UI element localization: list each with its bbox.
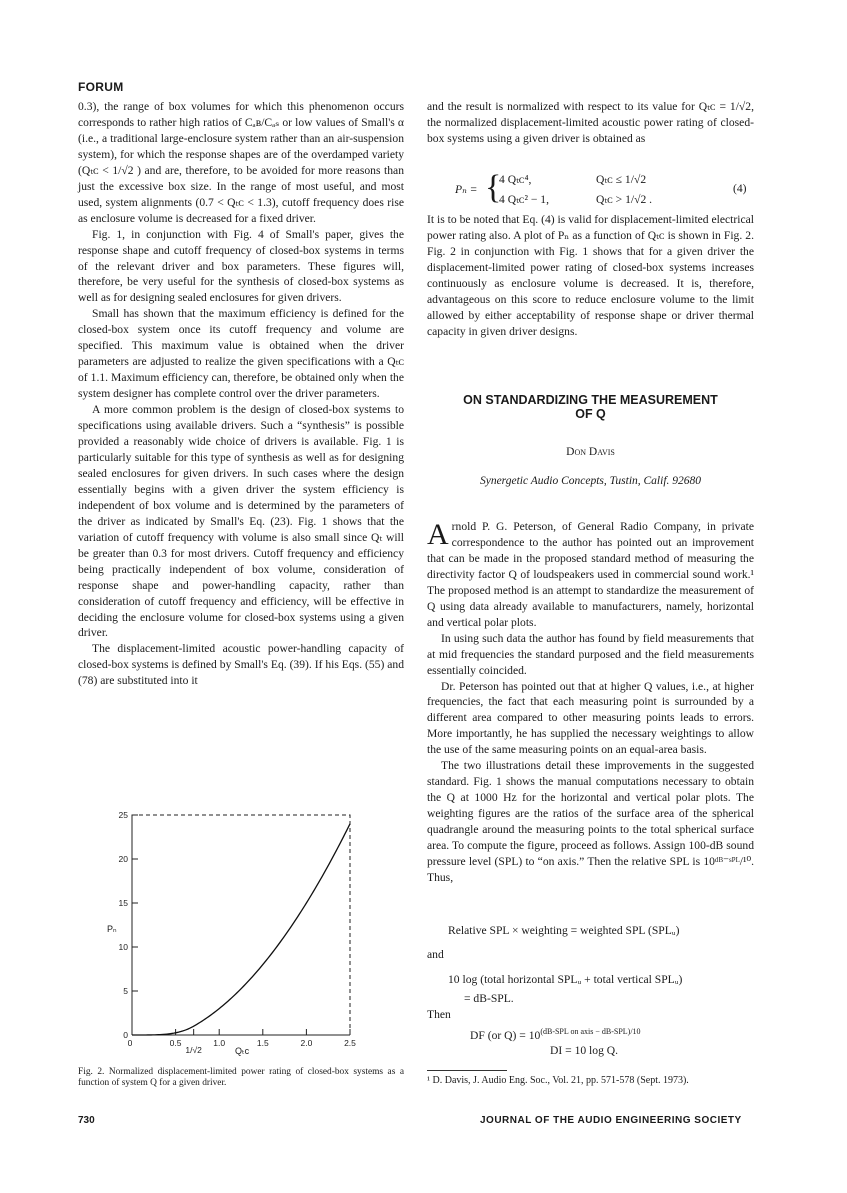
footnote-rule (427, 1070, 507, 1071)
x-axis-label: Qₜᴄ (235, 1046, 250, 1056)
article-title-line-1: ON STANDARDIZING THE MEASUREMENT (463, 393, 718, 407)
equation-cond-1: Qₜᴄ ≤ 1/√2 (596, 173, 647, 186)
page-number: 730 (78, 1115, 95, 1126)
equation-df-base: DF (or Q) = 10 (470, 1028, 541, 1042)
x-tick-label: 1.5 (256, 1038, 269, 1048)
paragraph: and the result is normalized with respect to its value for Qₜᴄ = 1/√2, the normalized displacement-limited acoustic power rating of closed-box systems using a given driver is obtained as (427, 100, 754, 145)
equation-number: (4) (733, 182, 747, 195)
article-title-line-2: OF Q (575, 407, 606, 421)
plot-axes (132, 815, 350, 1035)
text-and: and (427, 948, 444, 961)
y-axis-label: Pₙ (107, 924, 117, 934)
paragraph: 0.3), the range of box volumes for which this phenomenon occurs corresponds to rather high ratios of Cₐʙ/Cₐₛ or low values of Small's α (i.e., a traditional large-enclosure system rather than an air-suspension system), for which the response shapes are of the overdamped variety (Qₜᴄ < 1/√2 ) and are, therefore, to be avoided for more reasons than just the excessive box size. In the range of most useful, and most used, system alignments (0.7 < Qₜᴄ < 1.3), cutoff frequency does rise as enclosure volume is decreased for a fixed driver. (78, 100, 404, 225)
x-tick-label: 1.0 (213, 1038, 226, 1048)
right-column-top (427, 99, 754, 147)
paragraph: A more common problem is the design of closed-box systems to specifications using available drivers. Such a “synthesis” is possible provided a reasonably wide choice of drivers is available. Fig. 1 is particularly suitable for this type of synthesis as well as for designing sealed enclosures for given drivers. In such cases where the design essentially begins with a given driver the system efficiency is independent of box volume and is determined by the parameters of the driver as indicated by Small's Eq. (23). Fig. 1 shows that the variation of cutoff frequency with volume is also small since Qₜ will be greater than 0.3 for most drivers. Cutoff frequency and efficiency being practically independent of box volume, consideration of response shape and power-handling capacity, rather than consideration of cutoff frequency and efficiency, will be effective in deciding the enclosure volume for closed-box systems using a given driver. (78, 403, 404, 640)
y-tick-label: 0 (123, 1030, 128, 1040)
drop-cap: A (427, 518, 449, 551)
y-tick-label: 20 (118, 854, 128, 864)
equation-4 (455, 170, 755, 214)
paragraph: It is to be noted that Eq. (4) is valid for displacement-limited electrical power rating also. A plot of Pₙ as a function of Qₜᴄ is shown in Fig. 2. Fig. 2 in conjunction with Fig. 1 shows that for a given driver the displacement-limited power rating of closed-box systems increases continuously as enclosure volume is decreased. It is, therefore, advantageous on this score to reduce enclosure volume to the limit allowed by either acceptability of response shape or driver thermal capacity in given driver designs. (427, 213, 754, 338)
plot-ticks (119, 810, 357, 1055)
left-column (78, 99, 404, 689)
x-tick-label: 1/√2 (185, 1045, 202, 1055)
figure-caption: Fig. 2. Normalized displacement-limited power rating of closed-box systems as a function of system Q for a given driver. (78, 1067, 404, 1088)
y-tick-label: 5 (123, 986, 128, 996)
article-affiliation: Synergetic Audio Concepts, Tustin, Calif. 92680 (479, 475, 702, 487)
article-body (427, 519, 754, 886)
equation-df-exponent: (dB-SPL on axis − dB-SPL)/10 (540, 1027, 641, 1036)
equation-df (470, 1027, 641, 1042)
x-tick-label: 0.5 (169, 1038, 182, 1048)
equation-lhs: Pₙ = (455, 183, 478, 196)
right-column-after-eq (427, 212, 754, 340)
equation-case-1: 4 Qₜᴄ⁴, (499, 173, 532, 186)
equation-case-2: 4 Qₜᴄ² − 1, (499, 193, 549, 206)
plot-curve-group (132, 824, 350, 1035)
paragraph: In using such data the author has found by field measurements that at mid frequencies the standard purposed and the field measurements essentially coincided. (427, 631, 754, 677)
section-header: FORUM (78, 80, 124, 94)
equation-total-spl: 10 log (total horizontal SPLᵤ + total vertical SPLᵤ) (448, 973, 683, 986)
journal-name: JOURNAL OF THE AUDIO ENGINEERING SOCIETY (480, 1115, 742, 1126)
x-tick-label: 2.5 (344, 1038, 356, 1048)
equation-cond-2: Qₜᴄ > 1/√2 . (596, 193, 653, 206)
footnote: ¹ D. Davis, J. Audio Eng. Soc., Vol. 21, pp. 571-578 (Sept. 1973). (427, 1075, 689, 1086)
y-tick-label: 25 (118, 810, 128, 820)
y-tick-label: 15 (118, 898, 128, 908)
text-then: Then (427, 1008, 451, 1021)
equation-di: DI = 10 log Q. (550, 1044, 619, 1057)
x-tick-label: 0 (127, 1038, 133, 1048)
paragraph: The two illustrations detail these improvements in the suggested standard. Fig. 1 shows the manual computations necessary to obtain the Q at 1000 Hz for the horizontal and vertical polar plots. The weighting figures are the ratios of the surface area of the spherical quadrangle around the measuring points to the total spherical surface area. To compute the figure, proceed as follows. Assign 100-dB sound pressure level (SPL) to “on axis.” Then the relative SPL is 10ᵈᴮ⁻ˢᴾᴸ/¹⁰. Thus, (427, 759, 754, 884)
paragraph: Fig. 1, in conjunction with Fig. 4 of Small's paper, gives the response shape and cutoff frequency of closed-box systems in terms of the relevant driver and box parameters. These figures will, therefore, be very useful for the synthesis of closed-box systems as well as for designing sealed enclosures for given drivers. (78, 227, 404, 305)
y-tick-label: 10 (118, 942, 128, 952)
plot-frame (132, 815, 350, 1035)
paragraph: The displacement-limited acoustic power-handling capacity of closed-box systems is defined by Small's Eq. (39). If his Eqs. (55) and (78) are substituted into it (78, 642, 404, 688)
equation-brace: { (485, 169, 502, 206)
paragraph-text: rnold P. G. Peterson, of General Radio Company, in private correspondence to the author has pointed out an improvement that can be made in the proposed standard method of measuring the directivity factor Q of loudspeakers used in commercial sound work.¹ The proposed method is an attempt to standardize the measurement of Q using data already available to manufacturers, namely, horizontal and vertical polar plots. (427, 520, 754, 629)
paragraph (427, 519, 754, 631)
paragraph: Dr. Peterson has pointed out that at higher Q values, i.e., at higher frequencies, the fact that each measuring point is surrounded by a different area compared to other measuring points leads to errors. More importantly, he has supplied the necessary weightings to allow the use of the same measuring points on an equal-area basis. (427, 679, 754, 757)
article-author: Don Davis (566, 446, 615, 458)
figure-2-plot (100, 805, 390, 1065)
series-line (132, 824, 350, 1035)
x-tick-label: 2.0 (300, 1038, 313, 1048)
article-title (427, 393, 754, 421)
paragraph: Small has shown that the maximum efficiency is defined for the closed-box system once its cutoff frequency and volume are specified. This maximum value is obtained when the driver parameters are adjusted to realize the given specifications with a Qₜᴄ of 1.1. Maximum efficiency can, therefore, be obtained only when the system designer has complete control over the driver parameters. (78, 307, 404, 401)
equation-db-spl: = dB-SPL. (464, 992, 514, 1005)
equation-relative-spl: Relative SPL × weighting = weighted SPL (SPLᵤ) (448, 924, 680, 937)
